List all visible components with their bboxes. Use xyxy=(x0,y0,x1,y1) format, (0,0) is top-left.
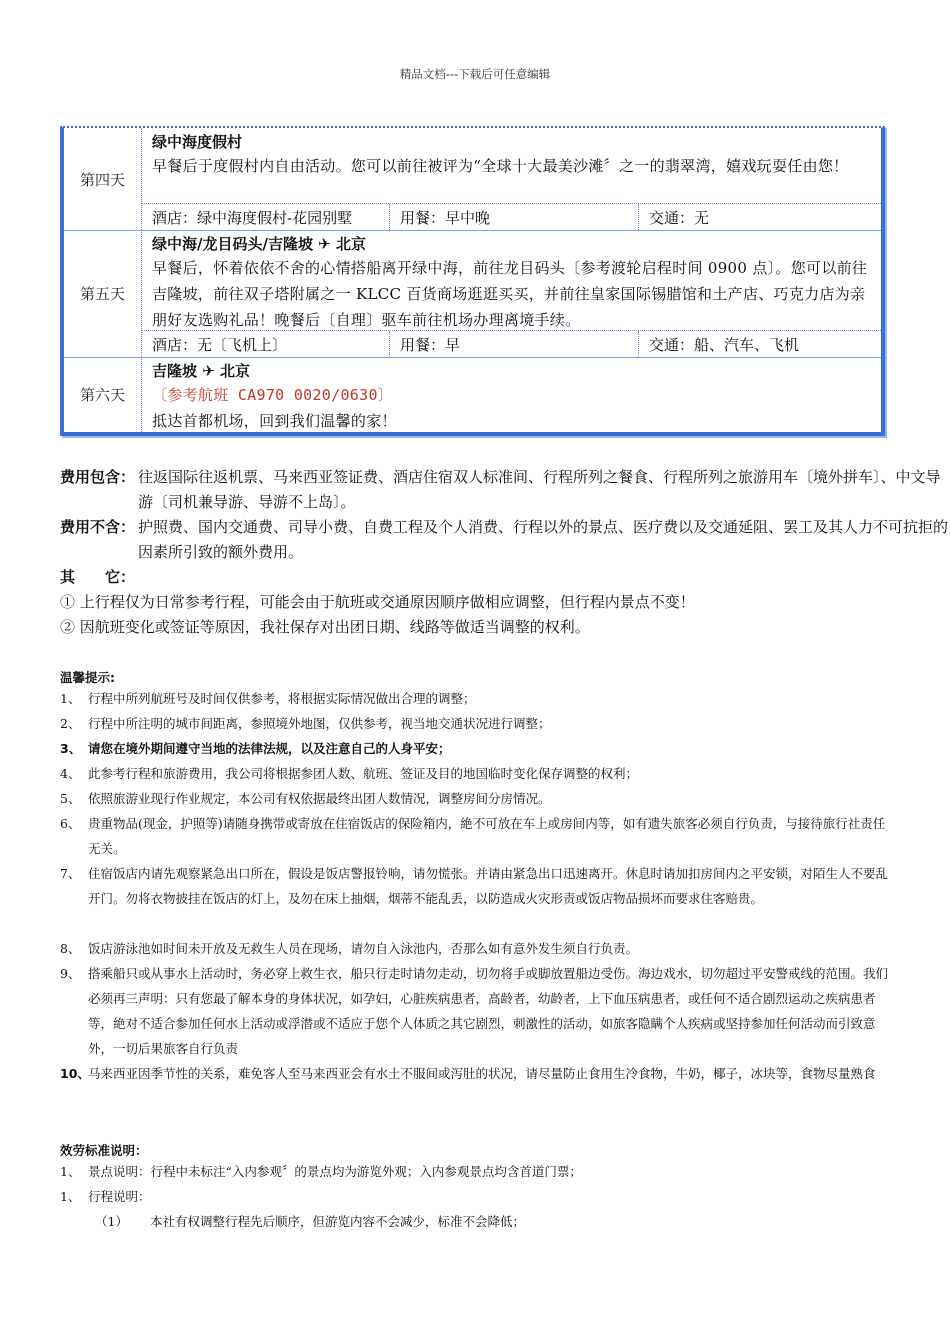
itinerary-row-day6 xyxy=(64,357,881,432)
transport-info: 交通：船、汽车、飞机 xyxy=(649,336,800,354)
flight-reference: 〔参考航班 CA970 0020/0630〕 xyxy=(152,386,394,404)
service-title: 效劳标准说明： xyxy=(60,1143,148,1158)
tips-title: 温馨提示: xyxy=(60,670,115,685)
tip-number: 8、 xyxy=(60,941,81,956)
tip-text: 依照旅游业现行作业规定，本公司有权依据最终出团人数情况，调整房间分房情况。 xyxy=(88,791,551,806)
fee-other-label: 其 它： xyxy=(60,568,136,586)
tip-item xyxy=(60,861,890,911)
day-title: 绿中海度假村 xyxy=(152,133,243,151)
tip-item xyxy=(60,961,890,1061)
service-number: 1、 xyxy=(60,1189,81,1204)
tip-item xyxy=(60,711,890,736)
tip-text: 此参考行程和旅游费用，我公司将根据参团人数、航班、签证及目的地国临时变化保存调整的权利； xyxy=(88,766,639,781)
day-label: 第五天 xyxy=(64,230,142,357)
day-info-row xyxy=(142,203,881,230)
transport-info: 交通：无 xyxy=(649,209,710,227)
tip-number: 10、 xyxy=(60,1066,90,1081)
other-item: ② 因航班变化或签证等原因，我社保存对出团日期、线路等做适当调整的权利。 xyxy=(60,618,590,636)
fee-exclude-text: 护照费、国内交通费、司导小费、自费工程及个人消费、行程以外的景点、医疗费以及交通延阻、罢工及其人力不可抗拒的因素所引致的额外费用。 xyxy=(138,518,949,561)
itinerary-row-day4 xyxy=(64,128,881,231)
tip-number: 9、 xyxy=(60,966,81,981)
hotel-info: 酒店：绿中海度假村-花园别墅 xyxy=(142,204,390,230)
fee-exclude-label: 费用不含： xyxy=(60,518,136,536)
tip-number: 6、 xyxy=(60,816,81,831)
service-number: （1） xyxy=(95,1214,128,1229)
tip-text: 住宿饭店内请先观察紧急出口所在，假设是饭店警报铃响，请勿慌张。并请由紧急出口迅速离开。休息时请加扣房间内之平安锁，对陌生人不要乱开门。勿将衣物披挂在饭店的灯上，及勿在床上抽烟，烟蒂不能乱丢，以防造成火灾形责或饭店物品损坏而要求住客赔贵。 xyxy=(88,866,889,906)
tip-item xyxy=(60,786,890,811)
tip-item xyxy=(60,686,890,711)
tip-text: 搭乘船只或从事水上活动时，务必穿上救生衣，船只行走时请勿走动，切勿将手或脚放置船边受伤。海边戏水，切勿超过平安警戒线的范围。我们必须再三声明：只有您最了解本身的身体状况，如孕妇，心脏疾病患者，高龄者，幼龄者，上下血压病患者，或任何不适合剧烈运动之疾病患者等，絶对不适合参加任何水上活动或浮潜或不适应于您个人体质之其它剧烈，刺激性的活动，如旅客隐瞒个人疾病或坚持参加任何活动而引致意外，一切后果旅客自行负责 xyxy=(88,966,889,1056)
tip-item xyxy=(60,736,890,761)
day-description: 早餐后于度假村内自由活动。您可以前往被评为“全球十大最美沙滩〞之一的翡翠湾，嬉戏玩耍任由您！ xyxy=(152,157,849,175)
day-title: 吉隆坡 ✈ 北京 xyxy=(152,362,251,380)
fee-include xyxy=(60,465,941,515)
tip-text: 饭店游泳池如时间未开放及无救生人员在现场，请勿自入泳池内，否那么如有意外发生须自行负责。 xyxy=(88,941,639,956)
service-number: 1、 xyxy=(60,1164,81,1179)
service-item xyxy=(60,1159,890,1184)
tip-item xyxy=(60,936,890,961)
tip-item xyxy=(60,811,890,861)
itinerary-row-day5 xyxy=(64,230,881,358)
tip-number: 2、 xyxy=(60,716,81,731)
service-text: 本社有权调整行程先后顺序，但游览内容不会减少，标准不会降低； xyxy=(150,1214,526,1229)
tip-text: 行程中所注明的城市间距离，参照境外地图，仅供参考，视当地交通状况进行调整； xyxy=(88,716,551,731)
service-item xyxy=(95,1209,885,1234)
tip-text: 行程中所列航班号及时间仅供参考，将根据实际情况做出合理的调整； xyxy=(88,691,476,706)
fee-other xyxy=(60,565,260,590)
day-label: 第六天 xyxy=(64,357,142,432)
day-title: 绿中海/龙目码头/吉隆坡 ✈ 北京 xyxy=(152,235,366,253)
tip-text: 马来西亚因季节性的关系，难免客人至马来西亚会有水土不服间或泻肚的状况，请尽量防止食用生冷食物，牛奶，椰子，冰块等，食物尽量熟食 xyxy=(88,1066,876,1081)
tip-number: 7、 xyxy=(60,866,81,881)
day-description: 抵达首都机场，回到我们温馨的家！ xyxy=(152,412,397,430)
tip-number: 4、 xyxy=(60,766,81,781)
tip-text: 请您在境外期间遵守当地的法律法规，以及注意自己的人身平安； xyxy=(88,741,451,756)
fee-include-label: 费用包含： xyxy=(60,468,136,486)
itinerary-table xyxy=(60,126,885,436)
meal-info: 用餐：早中晚 xyxy=(390,204,639,230)
hotel-info: 酒店：无〔飞机上〕 xyxy=(142,331,390,357)
day-description: 早餐后，怀着依依不舍的心情搭船离开绿中海，前往龙目码头〔参考渡轮启程时间 0900 点〕。您可以前往吉隆坡，前往双子塔附属之一 KLCC 百货商场逛逛买买，并前往皇家国际锡腊馆和土产店、巧克力店为亲朋好友选购礼品！晚餐后〔自理〕驱车前往机场办理离境手续。 xyxy=(152,259,868,329)
service-text: 景点说明：行程中未标注“入内参观〞的景点均为游览外观；入内参观景点均含首道门票； xyxy=(88,1164,582,1179)
tip-text: 贵重物品(现金，护照等)请随身携带或寄放在住宿饭店的保险箱内，絶不可放在车上或房间内等，如有遗失旅客必须自行负责，与接待旅行社责任无关。 xyxy=(88,816,886,856)
page-header: 精品文档---下载后可任意编辑 xyxy=(399,67,551,81)
tip-item xyxy=(60,761,890,786)
fee-exclude xyxy=(60,515,949,565)
tip-number: 1、 xyxy=(60,691,81,706)
tip-number: 3、 xyxy=(60,741,82,756)
tip-item xyxy=(60,1061,890,1086)
service-item xyxy=(60,1184,890,1209)
fee-include-text: 往返国际往返机票、马来西亚签证费、酒店住宿双人标准间、行程所列之餐食、行程所列之旅游用车〔境外拼车〕、中文导游〔司机兼导游、导游不上岛〕。 xyxy=(138,468,941,511)
other-item: ① 上行程仅为日常参考行程，可能会由于航班或交通原因顺序做相应调整，但行程内景点不变！ xyxy=(60,593,695,611)
meal-info: 用餐：早 xyxy=(390,331,639,357)
tip-number: 5、 xyxy=(60,791,81,806)
day-info-row xyxy=(142,330,881,357)
service-text: 行程说明： xyxy=(88,1189,151,1204)
day-label: 第四天 xyxy=(64,128,142,230)
